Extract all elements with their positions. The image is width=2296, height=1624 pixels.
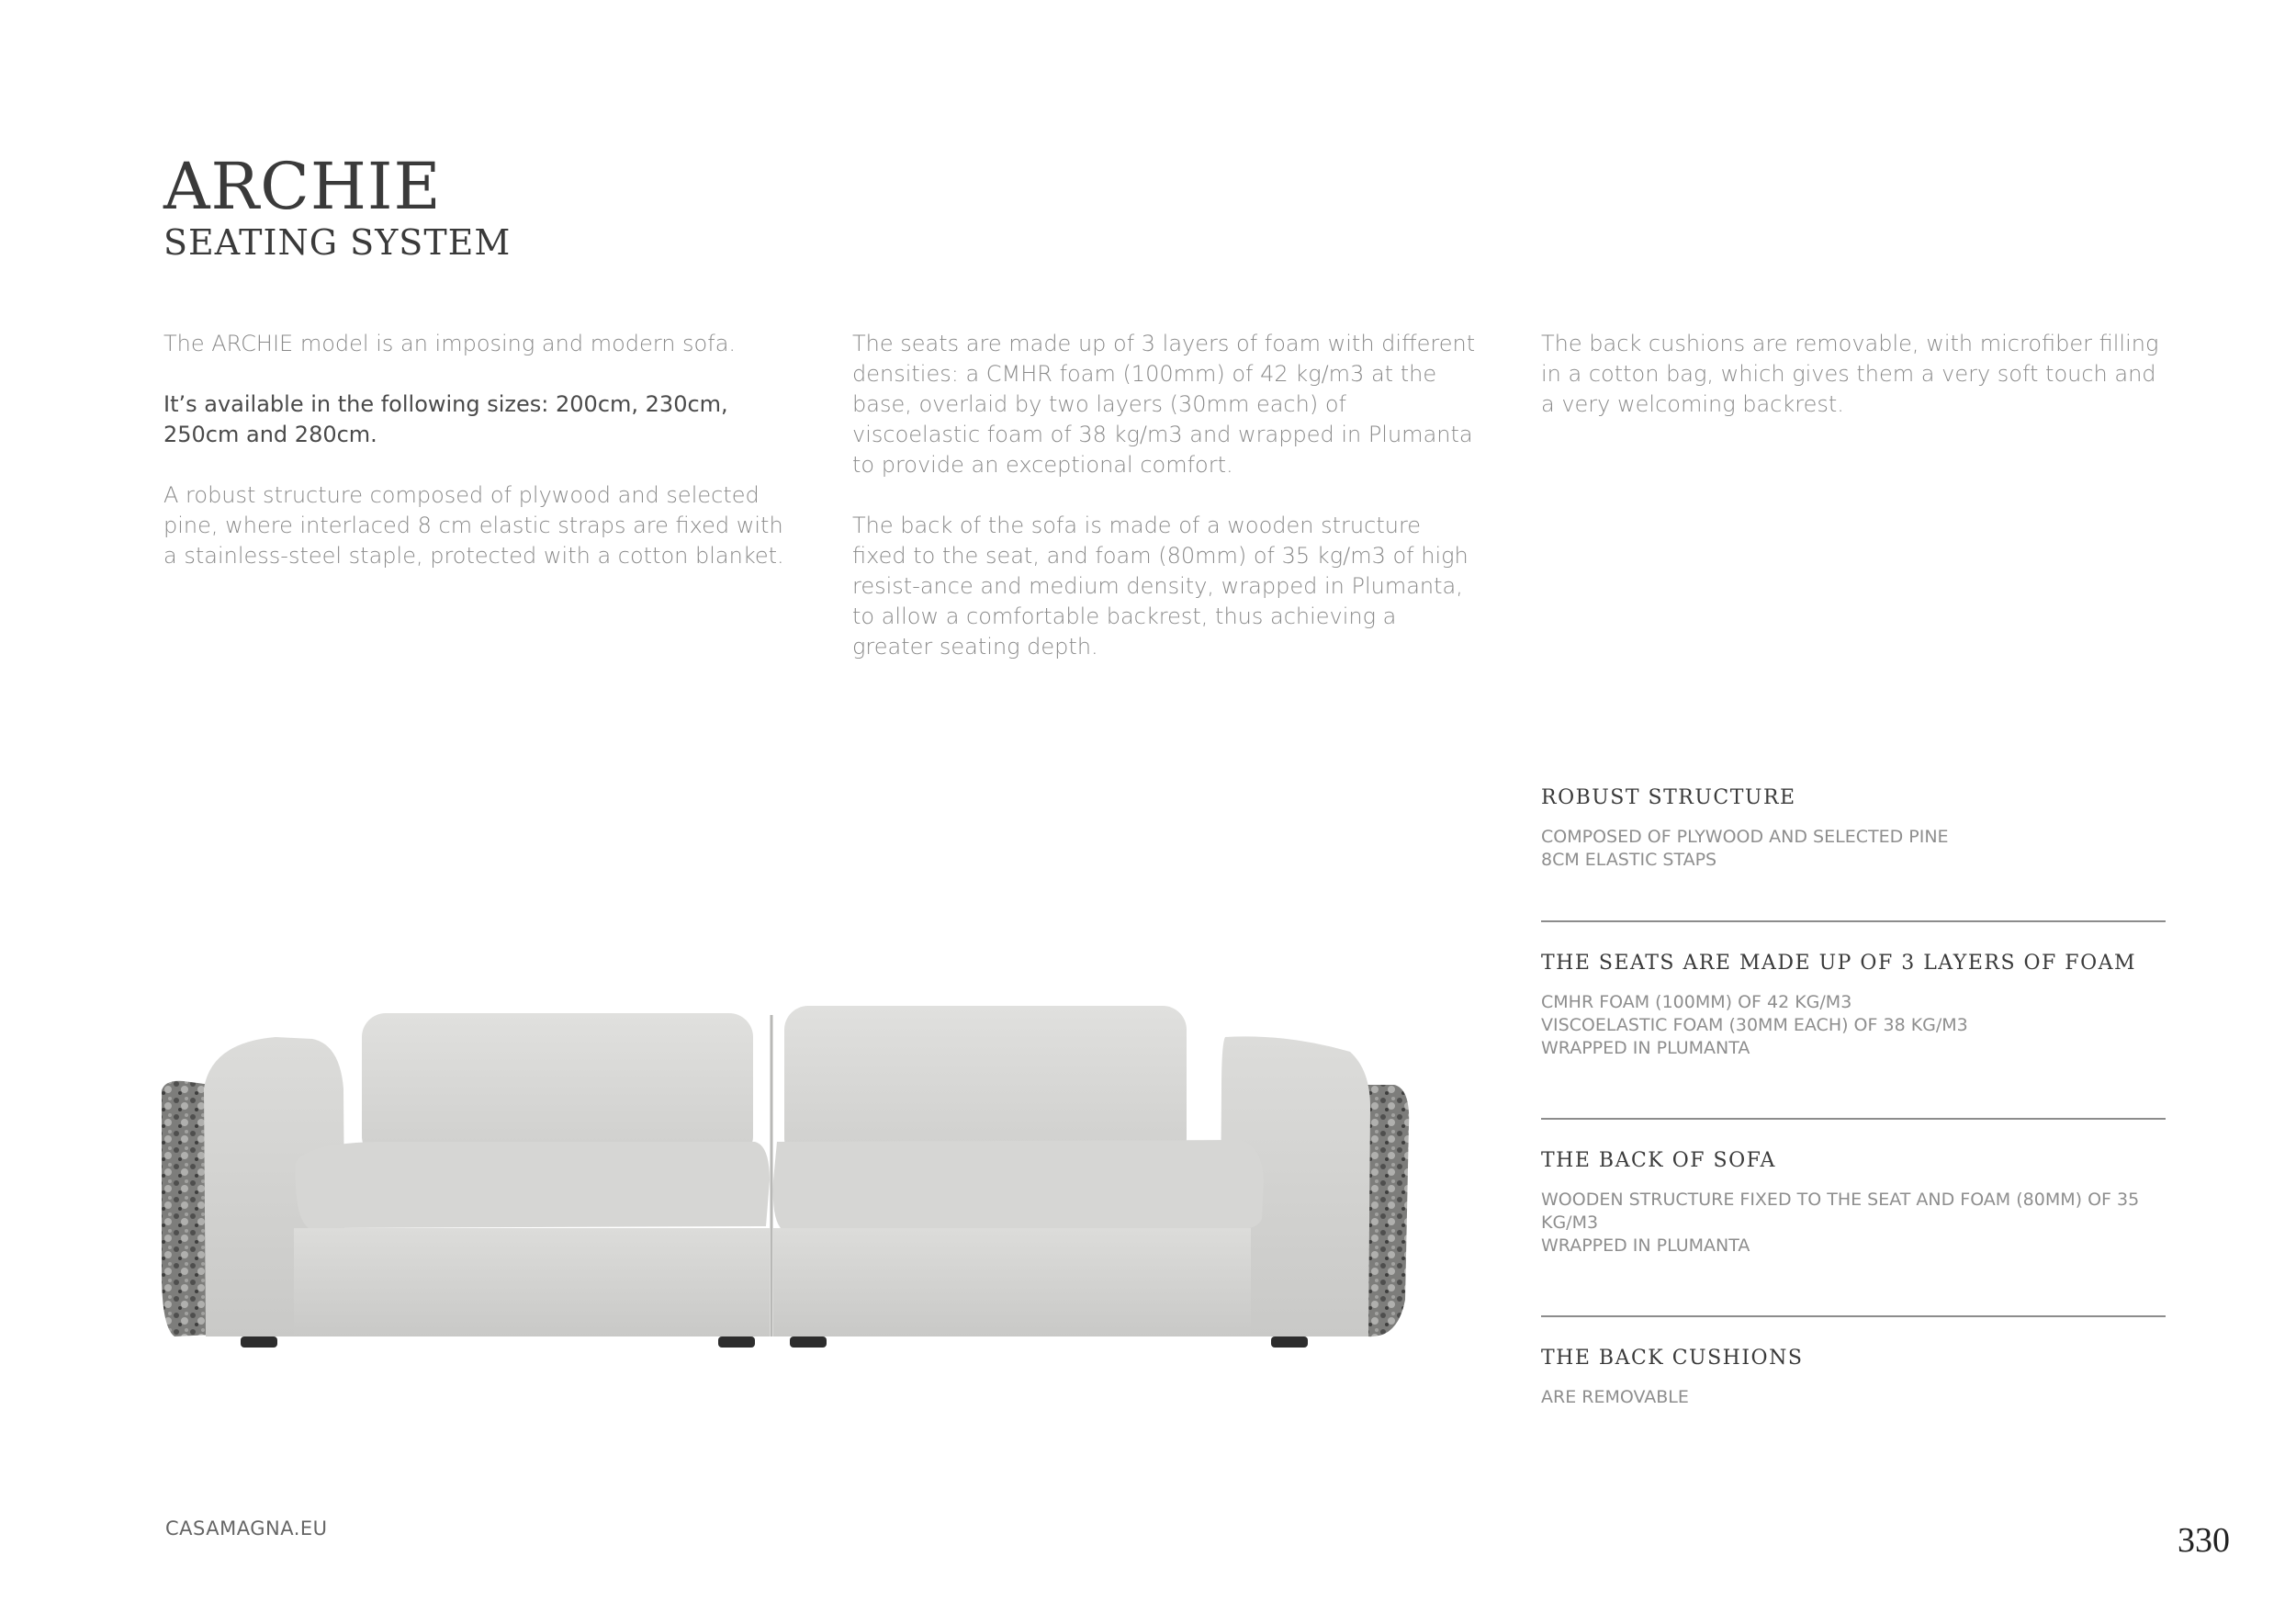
website-footer: CASAMAGNA.EU: [165, 1517, 328, 1539]
seats-paragraph: The seats are made up of 3 layers of foam with different densities: a CMHR foam (100mm) of 42 kg/m3 at the base, overlaid by two layers (30mm each) of viscoelastic foam of 38 kg/m3 and wrapped in Plumanta to provide an exceptional comfort.: [852, 331, 1476, 478]
feature-title: THE BACK CUSHIONS: [1541, 1347, 1804, 1370]
feature-back-of-sofa: [1541, 1149, 2166, 1257]
structure-paragraph: A robust structure composed of plywood and selected pine, where interlaced 8 cm elastic straps are fixed with a stainless-steel staple, protected with a cotton blanket.: [163, 482, 784, 569]
feature-line: WRAPPED IN PLUMANTA: [1541, 1235, 1750, 1256]
divider: [1541, 1315, 2166, 1317]
feature-back-cushions: [1541, 1347, 2166, 1409]
feature-line: CMHR FOAM (100MM) OF 42 KG/M3: [1541, 992, 1852, 1012]
cushions-column: [1541, 329, 2166, 450]
feature-title: THE BACK OF SOFA: [1541, 1149, 1776, 1172]
feature-robust-structure: [1541, 786, 2166, 872]
intro-paragraph: The ARCHIE model is an imposing and modern sofa.: [163, 331, 737, 356]
sofa-image: [156, 997, 1414, 1355]
feature-title: ROBUST STRUCTURE: [1541, 786, 1796, 809]
sizes-paragraph: It’s available in the following sizes: 200cm, 230cm, 250cm and 280cm.: [163, 391, 728, 447]
feature-line: COMPOSED OF PLYWOOD AND SELECTED PINE: [1541, 827, 1949, 847]
divider: [1541, 1118, 2166, 1120]
materials-column: [852, 329, 1477, 693]
feature-line: 8CM ELASTIC STAPS: [1541, 850, 1717, 870]
feature-line: WRAPPED IN PLUMANTA: [1541, 1038, 1750, 1058]
feature-line: WOODEN STRUCTURE FIXED TO THE SEAT AND FOAM (80MM) OF 35 KG/M3: [1541, 1190, 2140, 1233]
feature-seat-foam: [1541, 952, 2166, 1060]
feature-title: THE SEATS ARE MADE UP OF 3 LAYERS OF FOAM: [1541, 952, 2137, 975]
page-number: 330: [2178, 1521, 2230, 1560]
page-title: ARCHIE: [163, 149, 442, 224]
page-subtitle: SEATING SYSTEM: [163, 222, 512, 263]
intro-column: [163, 329, 797, 602]
back-paragraph: The back of the sofa is made of a wooden structure fixed to the seat, and foam (80mm) of 35 kg/m3 of high resist-ance and medium density, wrapped in Plumanta, to allow a comfortable backrest, thus achieving a greater seating depth.: [852, 513, 1469, 660]
feature-line: VISCOELASTIC FOAM (30MM EACH) OF 38 KG/M3: [1541, 1015, 1968, 1035]
divider: [1541, 920, 2166, 922]
cushions-paragraph: The back cushions are removable, with microfiber filling in a cotton bag, which gives them a very soft touch and a very welcoming backrest.: [1541, 331, 2159, 417]
feature-line: ARE REMOVABLE: [1541, 1387, 1689, 1407]
